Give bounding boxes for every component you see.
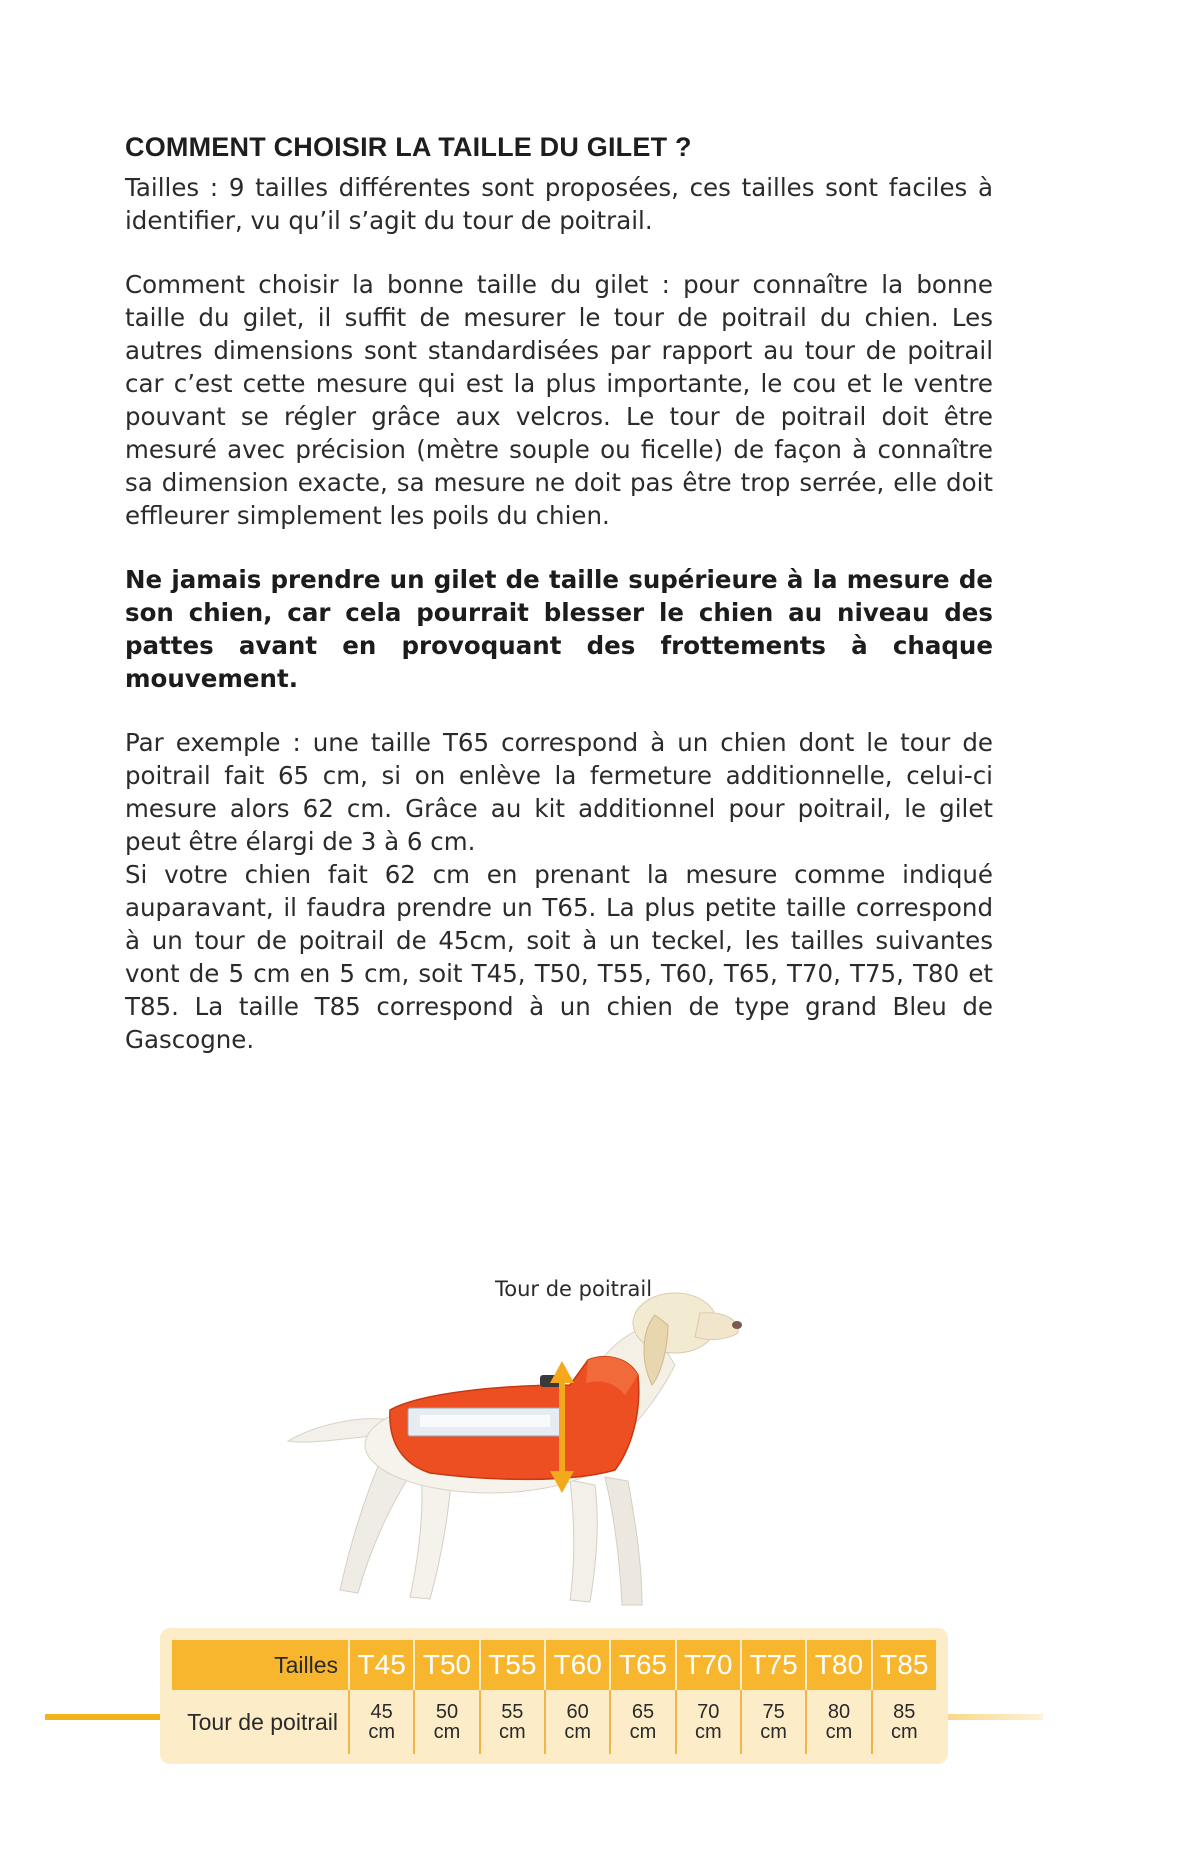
- dog-front-leg-right: [605, 1477, 642, 1605]
- size-cell: T75: [740, 1640, 805, 1690]
- size-table-header-row: [172, 1640, 936, 1690]
- measure-value: 70: [697, 1701, 720, 1723]
- paragraph-example-part1: Par exemple : une taille T65 correspond à un chien dont le tour de poitrail fait 65 cm, si on enlève la fermeture additionnelle, celui-ci mesure alors 62 cm. Grâce au kit additionnel pour poitrail, le gilet peut être élargi de 3 à 6 cm.: [125, 728, 993, 856]
- size-cell: T60: [544, 1640, 609, 1690]
- measure-value: 80: [827, 1701, 851, 1723]
- size-cell: T85: [871, 1640, 936, 1690]
- decorative-line-right: [948, 1714, 1043, 1720]
- measure-cell: [805, 1690, 870, 1754]
- measure-unit: cm: [433, 1721, 461, 1743]
- article: [125, 132, 993, 1056]
- dog-with-vest-image: [270, 1245, 870, 1625]
- page-title: COMMENT CHOISIR LA TAILLE DU GILET ?: [125, 132, 692, 162]
- paragraph-example: [125, 726, 993, 1056]
- paragraph-example-part2: Si votre chien fait 62 cm en prenant la mesure comme indiqué auparavant, il faudra prendre un T65. La plus petite taille correspond à un tour de poitrail de 45cm, soit à un teckel, les tailles suivantes vont de 5 cm en 5 cm, soit T45, T50, T55, T60, T65, T70, T75, T80 et T85. La taille T85 correspond à un chien de type grand Bleu de Gascogne.: [125, 860, 993, 1054]
- decorative-line-left: [45, 1714, 163, 1720]
- dog-vest-illustration: [270, 1245, 870, 1625]
- measure-cell: [675, 1690, 740, 1754]
- dog-front-leg-left: [570, 1480, 597, 1602]
- measure-value: 85: [893, 1701, 916, 1723]
- measure-unit: cm: [890, 1721, 918, 1743]
- size-cell: T55: [479, 1640, 544, 1690]
- size-cell: T80: [805, 1640, 870, 1690]
- measure-cell: [413, 1690, 478, 1754]
- size-table: [160, 1628, 948, 1764]
- dog-nose: [732, 1321, 742, 1329]
- size-cell: T70: [675, 1640, 740, 1690]
- chest-measure-label: Tour de poitrail: [495, 1277, 653, 1301]
- measure-cell: [609, 1690, 674, 1754]
- measure-value: 50: [435, 1701, 459, 1723]
- measure-cell: [740, 1690, 805, 1754]
- measure-cell: [479, 1690, 544, 1754]
- measure-unit: cm: [825, 1721, 853, 1743]
- measure-unit: cm: [564, 1721, 591, 1743]
- size-table-row-label: Tour de poitrail: [187, 1708, 338, 1735]
- size-cell: T65: [609, 1640, 674, 1690]
- measure-unit: cm: [760, 1721, 787, 1743]
- measure-value: 60: [566, 1701, 589, 1723]
- paragraph-sizes: Tailles : 9 tailles différentes sont proposées, ces tailles sont faciles à identifier, vu qu’il s’agit du tour de poitrail.: [125, 173, 993, 235]
- measure-unit: cm: [694, 1721, 722, 1743]
- size-cell: T45: [348, 1640, 413, 1690]
- dog-muzzle: [695, 1313, 738, 1340]
- measure-value: 55: [501, 1701, 524, 1723]
- size-cell: T50: [413, 1640, 478, 1690]
- measure-value: 75: [762, 1701, 785, 1723]
- size-table-header-label: Tailles: [274, 1651, 338, 1678]
- chest-measure-arrow-top: [550, 1361, 574, 1383]
- measure-cell: [348, 1690, 413, 1754]
- measure-cell: [871, 1690, 936, 1754]
- measure-value: 45: [370, 1701, 393, 1723]
- paragraph-how-to-choose: Comment choisir la bonne taille du gilet : pour connaître la bonne taille du gilet, il suffit de mesurer le tour de poitrail du chien. Les autres dimensions sont standardisées par rapport au tour de poitrail car c’est cette mesure qui est la plus importante, le cou et le ventre pouvant se régler grâce aux velcros. Le tour de poitrail doit être mesuré avec précision (mètre souple ou ficelle) de façon à connaître sa dimension exacte, sa mesure ne doit pas être trop serrée, elle doit effleurer simplement les poils du chien.: [125, 270, 993, 530]
- measure-unit: cm: [498, 1721, 526, 1743]
- measure-value: 65: [631, 1701, 655, 1723]
- measure-cell: [544, 1690, 609, 1754]
- size-table-measure-row: [172, 1690, 936, 1754]
- paragraph-warning: Ne jamais prendre un gilet de taille supérieure à la mesure de son chien, car cela pourrait blesser le chien au niveau des pattes avant en provoquant des frottements à chaque mouvement.: [125, 565, 993, 693]
- measure-unit: cm: [629, 1721, 657, 1743]
- measure-unit: cm: [368, 1721, 395, 1743]
